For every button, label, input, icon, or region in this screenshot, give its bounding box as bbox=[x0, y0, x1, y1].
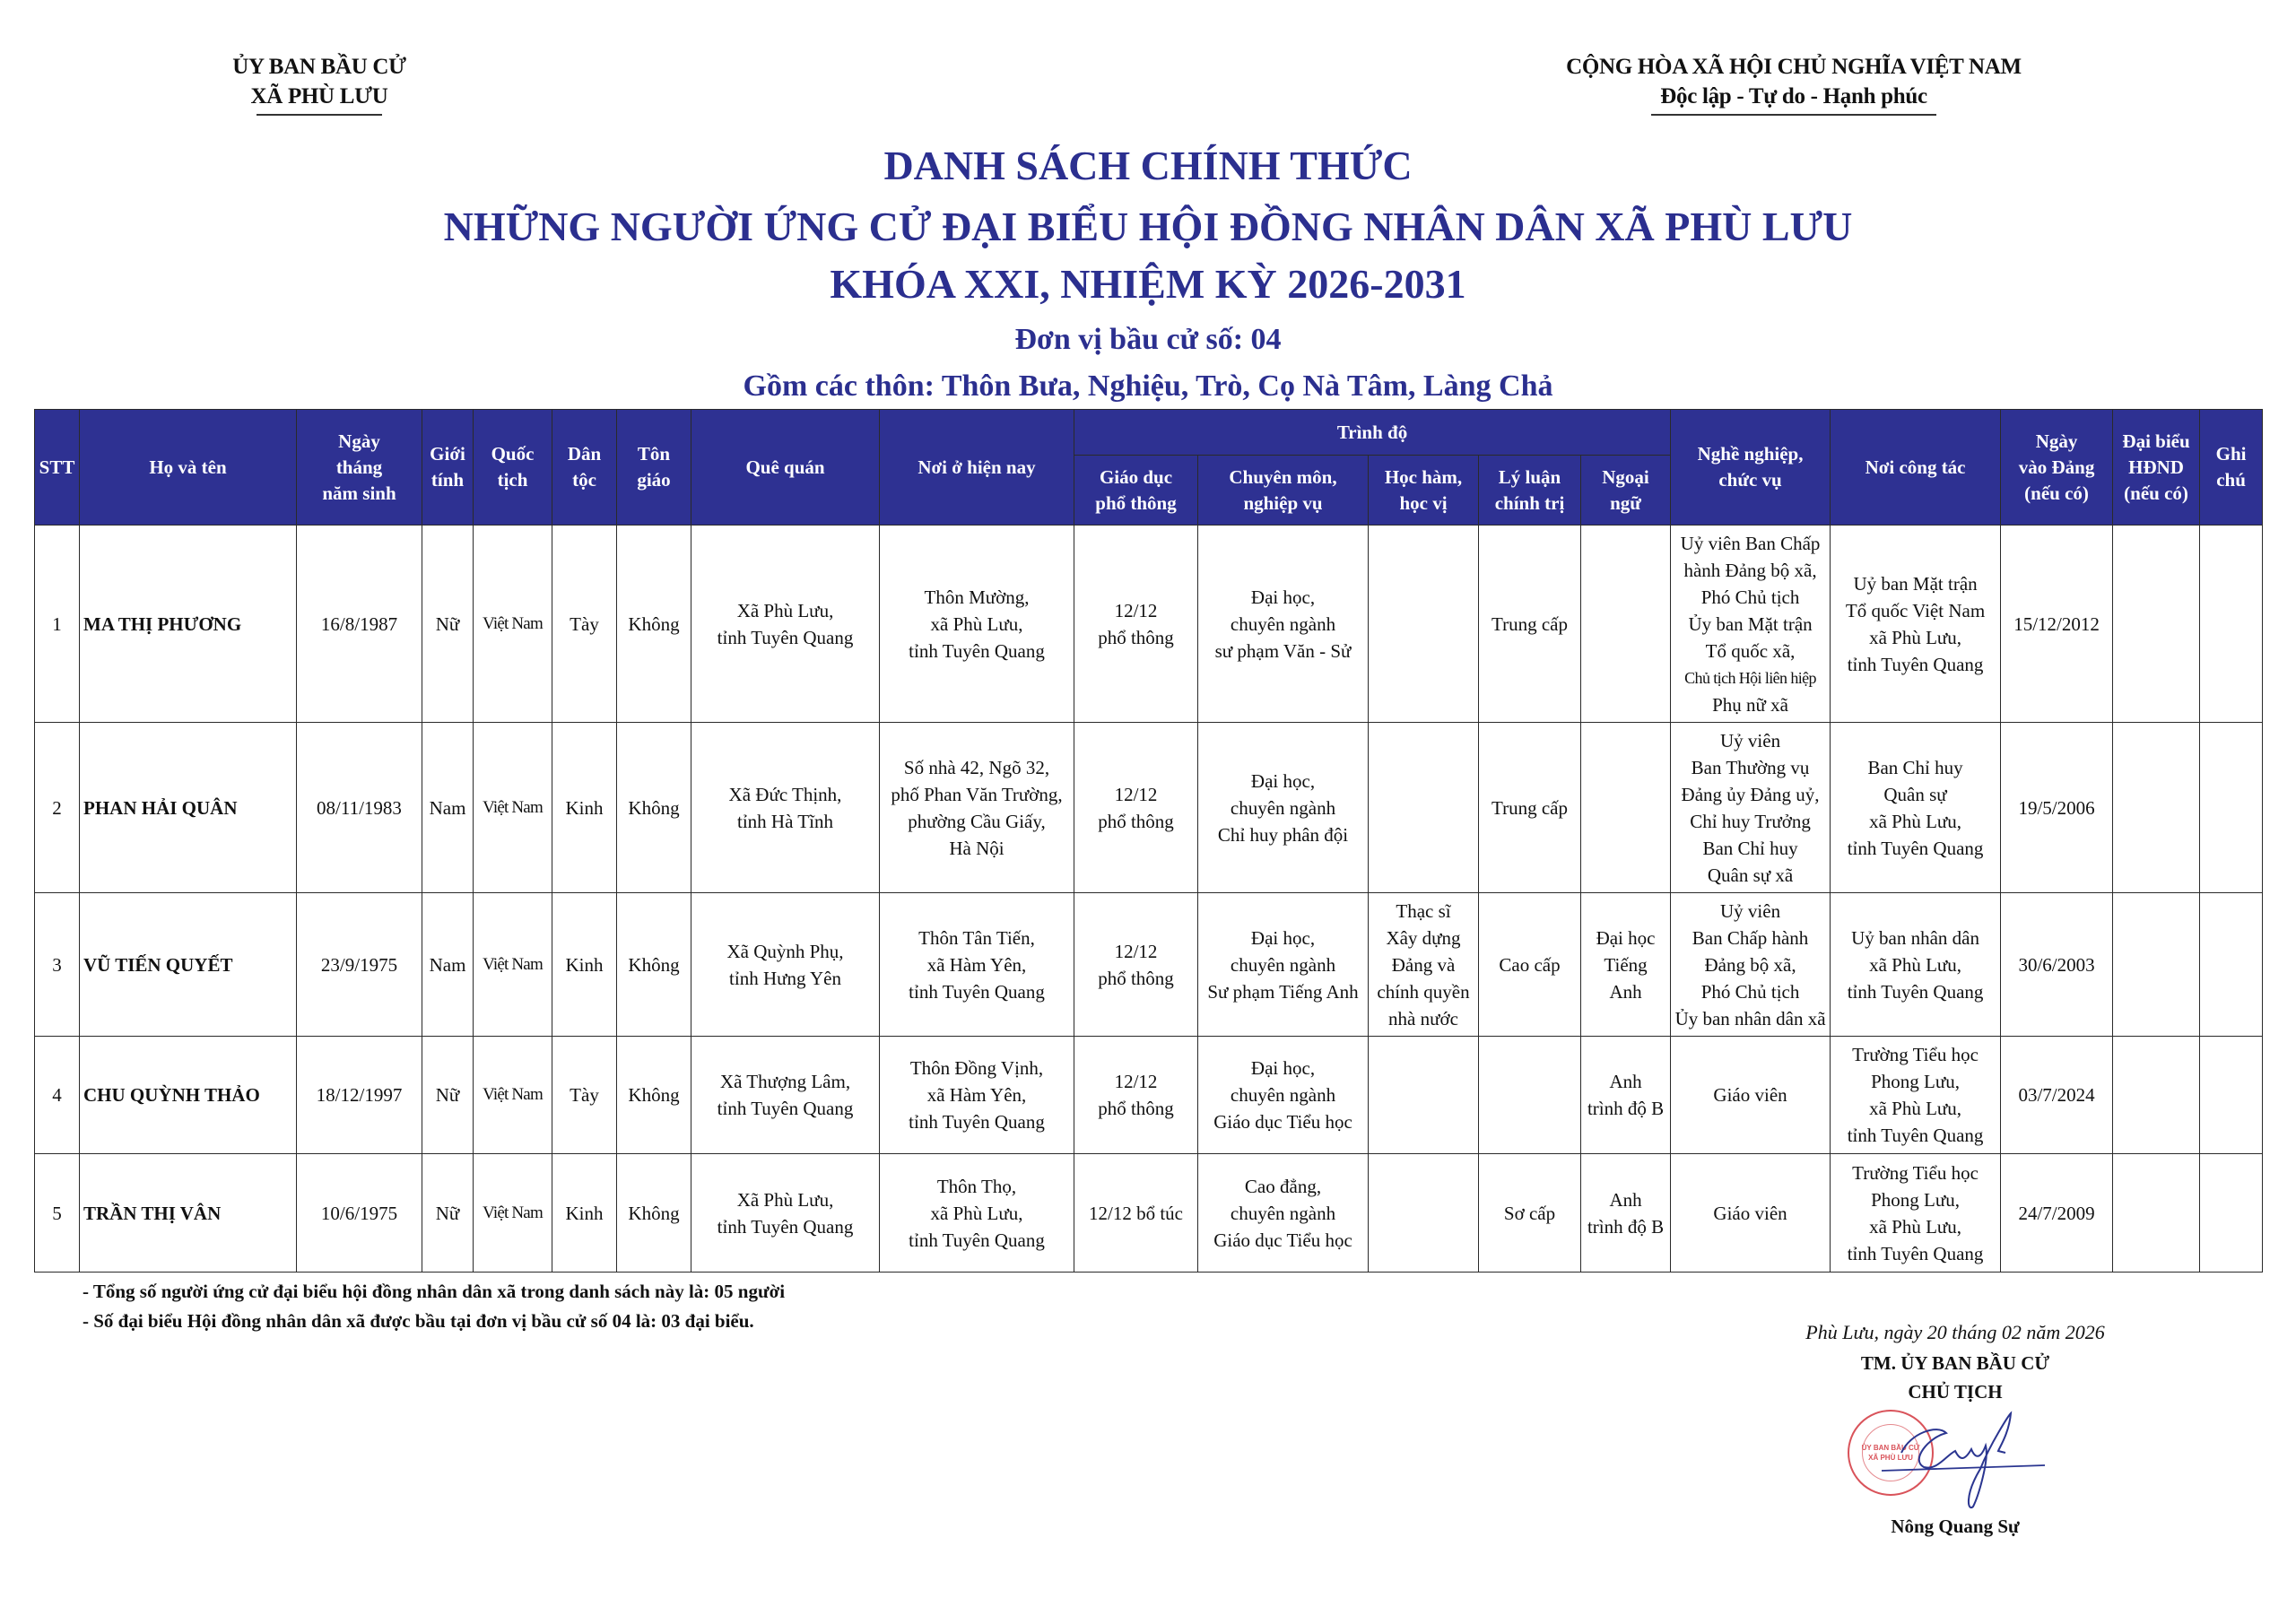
issuer-header bbox=[176, 52, 463, 116]
villages-list: Gồm các thôn: Thôn Bưa, Nghiệu, Trò, Cọ Nà Tâm, Làng Chả bbox=[743, 369, 1553, 403]
cell-religion: Không bbox=[617, 893, 691, 1037]
cell-specialty: Đại học, chuyên ngành Sư phạm Tiếng Anh bbox=[1198, 893, 1369, 1037]
col-ethnicity: Dân tộc bbox=[552, 410, 617, 526]
country-name: CỘNG HÒA XÃ HỘI CHỦ NGHĨA VIỆT NAM bbox=[1566, 55, 2022, 79]
cell-gender: Nam bbox=[422, 723, 474, 893]
cell-hometown: Xã Thượng Lâm, tỉnh Tuyên Quang bbox=[691, 1037, 880, 1154]
col-dob: Ngày tháng năm sinh bbox=[297, 410, 422, 526]
cell-ethnicity: Kinh bbox=[552, 893, 617, 1037]
col-general-edu: Giáo dục phổ thông bbox=[1074, 456, 1198, 526]
national-motto-header bbox=[1516, 52, 2072, 116]
motto-underline bbox=[1651, 114, 1936, 116]
cell-politics bbox=[1479, 1037, 1581, 1154]
motto: Độc lập - Tự do - Hạnh phúc bbox=[1660, 84, 1927, 109]
cell-dob: 18/12/1997 bbox=[297, 1037, 422, 1154]
cell-degree bbox=[1369, 1037, 1479, 1154]
cell-party-date: 30/6/2003 bbox=[2001, 893, 2113, 1037]
col-note: Ghi chú bbox=[2200, 410, 2263, 526]
cell-specialty: Đại học, chuyên ngành Giáo dục Tiểu học bbox=[1198, 1037, 1369, 1154]
table-row bbox=[35, 893, 2263, 1037]
cell-language bbox=[1581, 526, 1671, 723]
document-titles bbox=[0, 142, 2296, 405]
cell-note bbox=[2200, 1154, 2263, 1273]
cell-politics: Sơ cấp bbox=[1479, 1154, 1581, 1273]
signature-area bbox=[1758, 1406, 2152, 1512]
col-degree: Học hàm, học vị bbox=[1369, 456, 1479, 526]
col-workplace: Nơi công tác bbox=[1831, 410, 2001, 526]
cell-workplace: Trường Tiểu học Phong Lưu, xã Phù Lưu, tỉnh Tuyên Quang bbox=[1831, 1154, 2001, 1273]
cell-dob: 16/8/1987 bbox=[297, 526, 422, 723]
cell-nationality: Việt Nam bbox=[474, 1037, 552, 1154]
official-seal-icon: ỦY BAN BẦU CỬ XÃ PHÙ LƯU bbox=[1848, 1410, 1934, 1496]
col-occupation: Nghề nghiệp, chức vụ bbox=[1671, 410, 1831, 526]
cell-ethnicity: Tày bbox=[552, 1037, 617, 1154]
issuer-line-1: ỦY BAN BẦU CỬ bbox=[232, 55, 406, 79]
cell-religion: Không bbox=[617, 526, 691, 723]
cell-specialty: Đại học, chuyên ngành sư phạm Văn - Sử bbox=[1198, 526, 1369, 723]
cell-stt: 5 bbox=[35, 1154, 80, 1273]
cell-nationality: Việt Nam bbox=[474, 1154, 552, 1273]
cell-stt: 2 bbox=[35, 723, 80, 893]
table-row bbox=[35, 723, 2263, 893]
cell-delegate bbox=[2113, 1037, 2200, 1154]
cell-note bbox=[2200, 526, 2263, 723]
cell-occupation: Uỷ viên Ban Chấp hành Đảng bộ xã, Phó Chủ tịch Ủy ban nhân dân xã bbox=[1671, 893, 1831, 1037]
cell-degree bbox=[1369, 526, 1479, 723]
cell-workplace: Uỷ ban nhân dân xã Phù Lưu, tỉnh Tuyên Quang bbox=[1831, 893, 2001, 1037]
cell-note bbox=[2200, 1037, 2263, 1154]
cell-religion: Không bbox=[617, 723, 691, 893]
cell-name: MA THỊ PHƯƠNG bbox=[80, 526, 297, 723]
col-religion: Tôn giáo bbox=[617, 410, 691, 526]
cell-dob: 10/6/1975 bbox=[297, 1154, 422, 1273]
cell-delegate bbox=[2113, 526, 2200, 723]
signing-role: CHỦ TỊCH bbox=[1908, 1381, 2003, 1403]
cell-dob: 23/9/1975 bbox=[297, 893, 422, 1037]
cell-party-date: 19/5/2006 bbox=[2001, 723, 2113, 893]
cell-hometown: Xã Đức Thịnh, tỉnh Hà Tĩnh bbox=[691, 723, 880, 893]
cell-residence: Thôn Tân Tiến, xã Hàm Yên, tỉnh Tuyên Quang bbox=[880, 893, 1074, 1037]
col-language: Ngoại ngữ bbox=[1581, 456, 1671, 526]
cell-language: Anh trình độ B bbox=[1581, 1037, 1671, 1154]
issuer-underline bbox=[257, 114, 382, 116]
table-row bbox=[35, 526, 2263, 723]
table-row bbox=[35, 1154, 2263, 1273]
cell-delegate bbox=[2113, 1154, 2200, 1273]
cell-party-date: 15/12/2012 bbox=[2001, 526, 2113, 723]
table-row bbox=[35, 1037, 2263, 1154]
cell-degree: Thạc sĩ Xây dựng Đảng và chính quyền nhà nước bbox=[1369, 893, 1479, 1037]
col-delegate: Đại biểu HĐND (nếu có) bbox=[2113, 410, 2200, 526]
cell-gender: Nữ bbox=[422, 1037, 474, 1154]
note-seats: - Số đại biểu Hội đồng nhân dân xã được bầu tại đơn vị bầu cử số 04 là: 03 đại biểu. bbox=[83, 1310, 754, 1332]
signature-block bbox=[1758, 1318, 2152, 1541]
cell-residence: Thôn Mường, xã Phù Lưu, tỉnh Tuyên Quang bbox=[880, 526, 1074, 723]
issuer-line-2: XÃ PHÙ LƯU bbox=[250, 84, 388, 109]
cell-gender: Nam bbox=[422, 893, 474, 1037]
cell-note bbox=[2200, 723, 2263, 893]
cell-language: Anh trình độ B bbox=[1581, 1154, 1671, 1273]
cell-language bbox=[1581, 723, 1671, 893]
cell-specialty: Đại học, chuyên ngành Chỉ huy phân đội bbox=[1198, 723, 1369, 893]
cell-delegate bbox=[2113, 723, 2200, 893]
cell-residence: Số nhà 42, Ngõ 32, phố Phan Văn Trường, phường Cầu Giấy, Hà Nội bbox=[880, 723, 1074, 893]
title-main: DANH SÁCH CHÍNH THỨC bbox=[883, 143, 1413, 188]
cell-hometown: Xã Phù Lưu, tỉnh Tuyên Quang bbox=[691, 526, 880, 723]
title-term: KHÓA XXI, NHIỆM KỲ 2026-2031 bbox=[830, 261, 1466, 307]
cell-note bbox=[2200, 893, 2263, 1037]
cell-occupation: Uỷ viên Ban Chấp hành Đảng bộ xã, Phó Chủ tịch Ủy ban Mặt trận Tổ quốc xã, Chủ tịch Hội liên hiệp Phụ nữ xã bbox=[1671, 526, 1831, 723]
note-total-candidates: - Tổng số người ứng cử đại biểu hội đồng nhân dân xã trong danh sách này là: 05 người bbox=[83, 1281, 786, 1302]
handwritten-signature-icon bbox=[1874, 1406, 2054, 1512]
cell-residence: Thôn Thọ, xã Phù Lưu, tỉnh Tuyên Quang bbox=[880, 1154, 1074, 1273]
col-gender: Giới tính bbox=[422, 410, 474, 526]
cell-party-date: 24/7/2009 bbox=[2001, 1154, 2113, 1273]
summary-notes bbox=[83, 1277, 785, 1336]
cell-residence: Thôn Đồng Vịnh, xã Hàm Yên, tỉnh Tuyên Quang bbox=[880, 1037, 1074, 1154]
cell-ethnicity: Kinh bbox=[552, 723, 617, 893]
cell-gender: Nữ bbox=[422, 526, 474, 723]
cell-language: Đại học Tiếng Anh bbox=[1581, 893, 1671, 1037]
cell-name: TRẦN THỊ VÂN bbox=[80, 1154, 297, 1273]
cell-degree bbox=[1369, 1154, 1479, 1273]
col-name: Họ và tên bbox=[80, 410, 297, 526]
col-specialty: Chuyên môn, nghiệp vụ bbox=[1198, 456, 1369, 526]
cell-name: CHU QUỲNH THẢO bbox=[80, 1037, 297, 1154]
cell-hometown: Xã Quỳnh Phụ, tỉnh Hưng Yên bbox=[691, 893, 880, 1037]
place-date: Phù Lưu, ngày 20 tháng 02 năm 2026 bbox=[1805, 1321, 2105, 1343]
electoral-unit: Đơn vị bầu cử số: 04 bbox=[1014, 323, 1282, 356]
cell-general-edu: 12/12 bổ túc bbox=[1074, 1154, 1198, 1273]
col-group-education: Trình độ bbox=[1074, 410, 1671, 456]
cell-religion: Không bbox=[617, 1154, 691, 1273]
cell-delegate bbox=[2113, 893, 2200, 1037]
signing-org: TM. ỦY BAN BẦU CỬ bbox=[1860, 1352, 2050, 1374]
cell-nationality: Việt Nam bbox=[474, 893, 552, 1037]
col-politics: Lý luận chính trị bbox=[1479, 456, 1581, 526]
cell-occupation: Giáo viên bbox=[1671, 1154, 1831, 1273]
cell-general-edu: 12/12 phổ thông bbox=[1074, 723, 1198, 893]
cell-specialty: Cao đẳng, chuyên ngành Giáo dục Tiểu học bbox=[1198, 1154, 1369, 1273]
cell-workplace: Ban Chỉ huy Quân sự xã Phù Lưu, tỉnh Tuyên Quang bbox=[1831, 723, 2001, 893]
cell-degree bbox=[1369, 723, 1479, 893]
cell-politics: Trung cấp bbox=[1479, 723, 1581, 893]
cell-ethnicity: Kinh bbox=[552, 1154, 617, 1273]
cell-stt: 4 bbox=[35, 1037, 80, 1154]
cell-workplace: Trường Tiểu học Phong Lưu, xã Phù Lưu, tỉnh Tuyên Quang bbox=[1831, 1037, 2001, 1154]
cell-religion: Không bbox=[617, 1037, 691, 1154]
cell-general-edu: 12/12 phổ thông bbox=[1074, 526, 1198, 723]
col-party-date: Ngày vào Đảng (nếu có) bbox=[2001, 410, 2113, 526]
cell-party-date: 03/7/2024 bbox=[2001, 1037, 2113, 1154]
cell-occupation: Uỷ viên Ban Thường vụ Đảng ủy Đảng uỷ, Chỉ huy Trưởng Ban Chỉ huy Quân sự xã bbox=[1671, 723, 1831, 893]
col-hometown: Quê quán bbox=[691, 410, 880, 526]
candidate-table bbox=[34, 409, 2263, 1273]
cell-stt: 1 bbox=[35, 526, 80, 723]
col-residence: Nơi ở hiện nay bbox=[880, 410, 1074, 526]
title-subject: NHỮNG NGƯỜI ỨNG CỬ ĐẠI BIỂU HỘI ĐỒNG NHÂN DÂN XÃ PHÙ LƯU bbox=[443, 204, 1853, 249]
cell-politics: Cao cấp bbox=[1479, 893, 1581, 1037]
cell-general-edu: 12/12 phổ thông bbox=[1074, 893, 1198, 1037]
cell-nationality: Việt Nam bbox=[474, 723, 552, 893]
cell-dob: 08/11/1983 bbox=[297, 723, 422, 893]
col-stt: STT bbox=[35, 410, 80, 526]
cell-occupation: Giáo viên bbox=[1671, 1037, 1831, 1154]
cell-general-edu: 12/12 phổ thông bbox=[1074, 1037, 1198, 1154]
cell-name: VŨ TIẾN QUYẾT bbox=[80, 893, 297, 1037]
cell-name: PHAN HẢI QUÂN bbox=[80, 723, 297, 893]
cell-stt: 3 bbox=[35, 893, 80, 1037]
cell-politics: Trung cấp bbox=[1479, 526, 1581, 723]
table-header bbox=[35, 410, 2263, 526]
col-nationality: Quốc tịch bbox=[474, 410, 552, 526]
cell-workplace: Uỷ ban Mặt trận Tổ quốc Việt Nam xã Phù Lưu, tỉnh Tuyên Quang bbox=[1831, 526, 2001, 723]
cell-nationality: Việt Nam bbox=[474, 526, 552, 723]
cell-hometown: Xã Phù Lưu, tỉnh Tuyên Quang bbox=[691, 1154, 880, 1273]
signer-name: Nông Quang Sự bbox=[1891, 1516, 2020, 1537]
cell-ethnicity: Tày bbox=[552, 526, 617, 723]
table-body bbox=[35, 526, 2263, 1273]
cell-gender: Nữ bbox=[422, 1154, 474, 1273]
